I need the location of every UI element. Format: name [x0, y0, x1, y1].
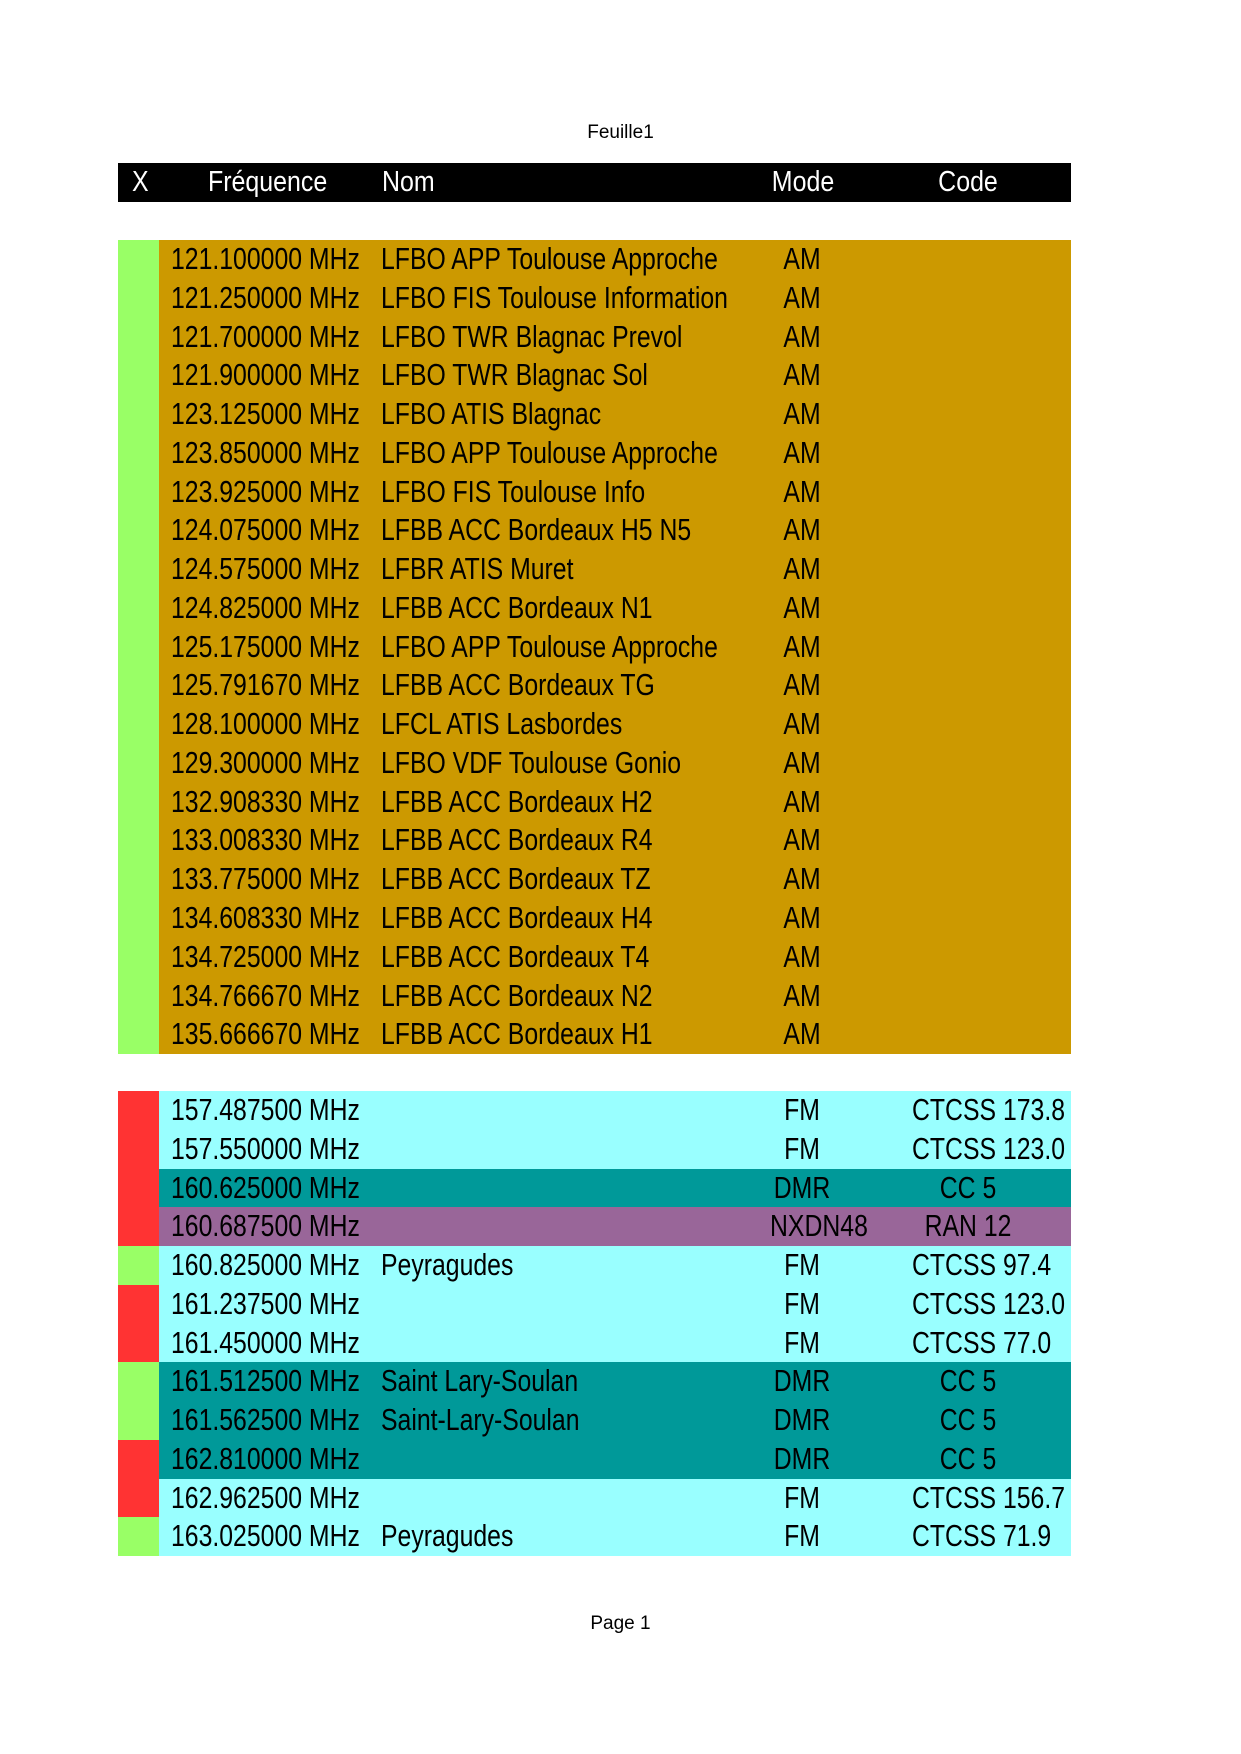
frequency-cell: 121.900000 MHz: [171, 357, 360, 393]
mode-cell: NXDN48: [770, 1208, 868, 1244]
status-marker: [118, 550, 159, 589]
status-marker: [118, 744, 159, 783]
code-cell: CTCSS 173.8: [912, 1092, 1066, 1127]
code-cell: [912, 434, 1024, 473]
code-cell: CTCSS 71.9: [912, 1518, 1052, 1554]
row-cells: [159, 1324, 1071, 1363]
status-marker: [118, 318, 159, 357]
code-cell: [912, 938, 1024, 977]
frequency-cell: 125.175000 MHz: [171, 628, 360, 664]
mode-cell: FM: [784, 1092, 820, 1127]
frequency-cell: 124.575000 MHz: [171, 551, 360, 587]
status-marker: [118, 589, 159, 628]
row-cells: [159, 240, 1071, 279]
mode-cell: AM: [783, 822, 821, 858]
row-cells: [159, 1015, 1071, 1054]
code-cell: [912, 318, 1024, 357]
table-row: [118, 318, 1071, 357]
header-frequence: Fréquence: [208, 166, 328, 198]
frequency-cell: 161.237500 MHz: [171, 1285, 360, 1321]
row-cells: [159, 860, 1071, 899]
mode-cell: DMR: [773, 1440, 831, 1476]
frequency-cell: 161.512500 MHz: [171, 1363, 360, 1399]
table-row: [118, 1324, 1071, 1363]
status-marker: [118, 666, 159, 705]
name-cell: LFBO VDF Toulouse Gonio: [381, 744, 682, 780]
name-cell: LFBB ACC Bordeaux H4: [381, 900, 653, 936]
table-row: [118, 821, 1071, 860]
table-row: [118, 1207, 1071, 1246]
table-row: [118, 473, 1071, 512]
table-row: [118, 356, 1071, 395]
row-cells: [159, 1091, 1071, 1130]
code-cell: [912, 783, 1024, 822]
name-cell: Saint-Lary-Soulan: [381, 1402, 580, 1438]
code-cell: [912, 744, 1024, 783]
mode-cell: AM: [783, 900, 821, 936]
status-marker: [118, 1362, 159, 1401]
mode-cell: AM: [783, 551, 821, 587]
header-mode: Mode: [771, 166, 835, 198]
frequency-cell: 128.100000 MHz: [171, 706, 360, 742]
mode-cell: FM: [784, 1479, 820, 1515]
frequency-cell: 124.075000 MHz: [171, 512, 360, 548]
code-cell: [912, 589, 1024, 628]
mode-cell: FM: [784, 1518, 820, 1554]
code-cell: CTCSS 123.0: [912, 1130, 1066, 1166]
frequency-cell: 121.250000 MHz: [171, 279, 360, 315]
frequency-cell: 160.687500 MHz: [171, 1208, 360, 1244]
frequency-cell: 157.487500 MHz: [171, 1092, 360, 1127]
vhf-radio-group: [118, 1091, 1071, 1556]
mode-cell: FM: [784, 1247, 820, 1283]
table-row: [118, 705, 1071, 744]
status-marker: [118, 1479, 159, 1518]
code-cell: CTCSS 156.7: [912, 1479, 1066, 1515]
row-cells: [159, 434, 1071, 473]
status-marker: [118, 473, 159, 512]
table-row: [118, 550, 1071, 589]
mode-cell: AM: [783, 512, 821, 548]
code-cell: RAN 12: [924, 1208, 1012, 1244]
mode-cell: AM: [783, 861, 821, 897]
frequency-cell: 134.766670 MHz: [171, 977, 360, 1013]
status-marker: [118, 860, 159, 899]
code-cell: CC 5: [939, 1363, 997, 1399]
name-cell: LFCL ATIS Lasbordes: [381, 706, 623, 742]
table-row: [118, 1517, 1071, 1556]
name-cell: LFBB ACC Bordeaux TZ: [381, 861, 651, 897]
name-cell: LFBO APP Toulouse Approche: [381, 434, 718, 470]
row-cells: [159, 1401, 1071, 1440]
status-marker: [118, 356, 159, 395]
table-row: [118, 395, 1071, 434]
status-marker: [118, 1440, 159, 1479]
code-cell: [912, 395, 1024, 434]
status-marker: [118, 1169, 159, 1208]
table-row: [118, 279, 1071, 318]
name-cell: LFBO TWR Blagnac Prevol: [381, 318, 683, 354]
frequency-cell: 133.775000 MHz: [171, 861, 360, 897]
table-row: [118, 899, 1071, 938]
name-cell: LFBO ATIS Blagnac: [381, 396, 602, 432]
table-row: [118, 434, 1071, 473]
table-row: [118, 1130, 1071, 1169]
frequency-cell: 125.791670 MHz: [171, 667, 360, 703]
mode-cell: DMR: [773, 1169, 831, 1205]
status-marker: [118, 279, 159, 318]
mode-cell: AM: [783, 628, 821, 664]
mode-cell: AM: [783, 357, 821, 393]
row-cells: [159, 1479, 1071, 1518]
row-cells: [159, 1517, 1071, 1556]
status-marker: [118, 1015, 159, 1054]
row-cells: [159, 395, 1071, 434]
row-cells: [159, 938, 1071, 977]
frequency-cell: 123.925000 MHz: [171, 473, 360, 509]
status-marker: [118, 240, 159, 279]
row-cells: [159, 821, 1071, 860]
frequency-cell: 123.125000 MHz: [171, 396, 360, 432]
table-row: [118, 1285, 1071, 1324]
table-header: [118, 163, 1071, 202]
status-marker: [118, 1324, 159, 1363]
mode-cell: AM: [783, 396, 821, 432]
row-cells: [159, 1169, 1071, 1208]
mode-cell: AM: [783, 241, 821, 276]
table-row: [118, 783, 1071, 822]
name-cell: LFBB ACC Bordeaux H5 N5: [381, 512, 692, 548]
row-cells: [159, 279, 1071, 318]
row-cells: [159, 1440, 1071, 1479]
frequency-cell: 134.725000 MHz: [171, 938, 360, 974]
code-cell: [912, 666, 1024, 705]
frequency-cell: 162.810000 MHz: [171, 1440, 360, 1476]
name-cell: LFBO FIS Toulouse Info: [381, 473, 646, 509]
name-cell: Saint Lary-Soulan: [381, 1363, 579, 1399]
code-cell: CTCSS 97.4: [912, 1247, 1052, 1283]
frequency-cell: 161.562500 MHz: [171, 1402, 360, 1438]
code-cell: [912, 977, 1024, 1016]
status-marker: [118, 821, 159, 860]
mode-cell: AM: [783, 744, 821, 780]
code-cell: [912, 240, 1024, 279]
row-cells: [159, 318, 1071, 357]
name-cell: LFBB ACC Bordeaux H1: [381, 1016, 653, 1052]
row-cells: [159, 899, 1071, 938]
code-cell: [912, 279, 1024, 318]
frequency-cell: 160.825000 MHz: [171, 1247, 360, 1283]
code-cell: [912, 860, 1024, 899]
mode-cell: DMR: [773, 1402, 831, 1438]
row-cells: [159, 705, 1071, 744]
table-row: [118, 744, 1071, 783]
name-cell: Peyragudes: [381, 1518, 514, 1554]
page-footer: Page 1: [590, 1613, 651, 1634]
table-row: [118, 1246, 1071, 1285]
code-cell: CTCSS 77.0: [912, 1324, 1052, 1360]
status-marker: [118, 1091, 159, 1130]
table-row: [118, 511, 1071, 550]
name-cell: Peyragudes: [381, 1247, 514, 1283]
code-cell: [912, 899, 1024, 938]
row-cells: [159, 1285, 1071, 1324]
frequency-cell: 157.550000 MHz: [171, 1130, 360, 1166]
code-cell: [912, 628, 1024, 667]
frequency-cell: 132.908330 MHz: [171, 783, 360, 819]
row-cells: [159, 473, 1071, 512]
status-marker: [118, 1401, 159, 1440]
name-cell: LFBB ACC Bordeaux H2: [381, 783, 653, 819]
sheet-title: Feuille1: [587, 122, 654, 143]
row-cells: [159, 511, 1071, 550]
row-cells: [159, 783, 1071, 822]
mode-cell: AM: [783, 279, 821, 315]
table-row: [118, 1015, 1071, 1054]
status-marker: [118, 899, 159, 938]
mode-cell: AM: [783, 1016, 821, 1052]
mode-cell: FM: [784, 1285, 820, 1321]
status-marker: [118, 434, 159, 473]
frequency-cell: 129.300000 MHz: [171, 744, 360, 780]
row-cells: [159, 628, 1071, 667]
code-cell: [912, 511, 1024, 550]
status-marker: [118, 1130, 159, 1169]
row-cells: [159, 666, 1071, 705]
status-marker: [118, 628, 159, 667]
mode-cell: AM: [783, 977, 821, 1013]
frequency-cell: 123.850000 MHz: [171, 434, 360, 470]
mode-cell: DMR: [773, 1363, 831, 1399]
status-marker: [118, 1285, 159, 1324]
row-cells: [159, 977, 1071, 1016]
code-cell: [912, 550, 1024, 589]
code-cell: [912, 821, 1024, 860]
code-cell: [912, 473, 1024, 512]
status-marker: [118, 1207, 159, 1246]
status-marker: [118, 977, 159, 1016]
header-nom: Nom: [382, 166, 435, 198]
frequency-cell: 161.450000 MHz: [171, 1324, 360, 1360]
status-marker: [118, 1246, 159, 1285]
row-cells: [159, 1246, 1071, 1285]
name-cell: LFBO APP Toulouse Approche: [381, 241, 718, 276]
code-cell: [912, 1015, 1024, 1054]
mode-cell: AM: [783, 473, 821, 509]
table-row: [118, 977, 1071, 1016]
status-marker: [118, 1517, 159, 1556]
code-cell: CC 5: [939, 1402, 997, 1438]
frequency-cell: 163.025000 MHz: [171, 1518, 360, 1554]
table-row: [118, 666, 1071, 705]
frequency-cell: 134.608330 MHz: [171, 900, 360, 936]
frequency-cell: 121.100000 MHz: [171, 241, 360, 276]
mode-cell: AM: [783, 318, 821, 354]
name-cell: LFBB ACC Bordeaux N2: [381, 977, 653, 1013]
table-row: [118, 1362, 1071, 1401]
table-row: [118, 1169, 1071, 1208]
row-cells: [159, 744, 1071, 783]
mode-cell: FM: [784, 1324, 820, 1360]
table-row: [118, 589, 1071, 628]
mode-cell: AM: [783, 938, 821, 974]
mode-cell: AM: [783, 783, 821, 819]
code-cell: CC 5: [939, 1169, 997, 1205]
row-cells: [159, 356, 1071, 395]
frequency-cell: 121.700000 MHz: [171, 318, 360, 354]
table-row: [118, 1401, 1071, 1440]
status-marker: [118, 938, 159, 977]
code-cell: CC 5: [939, 1440, 997, 1476]
table-row: [118, 1091, 1071, 1130]
mode-cell: AM: [783, 589, 821, 625]
frequency-cell: 160.625000 MHz: [171, 1169, 360, 1205]
name-cell: LFBB ACC Bordeaux TG: [381, 667, 655, 703]
status-marker: [118, 783, 159, 822]
table-row: [118, 938, 1071, 977]
code-cell: CTCSS 123.0: [912, 1285, 1066, 1321]
name-cell: LFBR ATIS Muret: [381, 551, 574, 587]
table-row: [118, 628, 1071, 667]
row-cells: [159, 550, 1071, 589]
status-marker: [118, 511, 159, 550]
table-row: [118, 1479, 1071, 1518]
mode-cell: AM: [783, 667, 821, 703]
status-marker: [118, 705, 159, 744]
name-cell: LFBO FIS Toulouse Information: [381, 279, 728, 315]
mode-cell: AM: [783, 706, 821, 742]
row-cells: [159, 1362, 1071, 1401]
name-cell: LFBB ACC Bordeaux N1: [381, 589, 653, 625]
code-cell: [912, 705, 1024, 744]
frequency-cell: 162.962500 MHz: [171, 1479, 360, 1515]
frequency-cell: 133.008330 MHz: [171, 822, 360, 858]
name-cell: LFBO TWR Blagnac Sol: [381, 357, 648, 393]
row-cells: [159, 1130, 1071, 1169]
name-cell: LFBO APP Toulouse Approche: [381, 628, 718, 664]
header-code: Code: [938, 166, 998, 198]
header-x: X: [132, 166, 149, 198]
code-cell: [912, 356, 1024, 395]
table-row: [118, 240, 1071, 279]
table-row: [118, 860, 1071, 899]
row-cells: [159, 1207, 1071, 1246]
frequency-cell: 124.825000 MHz: [171, 589, 360, 625]
mode-cell: AM: [783, 434, 821, 470]
table-row: [118, 1440, 1071, 1479]
row-cells: [159, 589, 1071, 628]
status-marker: [118, 395, 159, 434]
frequency-cell: 135.666670 MHz: [171, 1016, 360, 1052]
name-cell: LFBB ACC Bordeaux T4: [381, 938, 650, 974]
name-cell: LFBB ACC Bordeaux R4: [381, 822, 653, 858]
mode-cell: FM: [784, 1130, 820, 1166]
am-aviation-group: [118, 240, 1071, 1054]
